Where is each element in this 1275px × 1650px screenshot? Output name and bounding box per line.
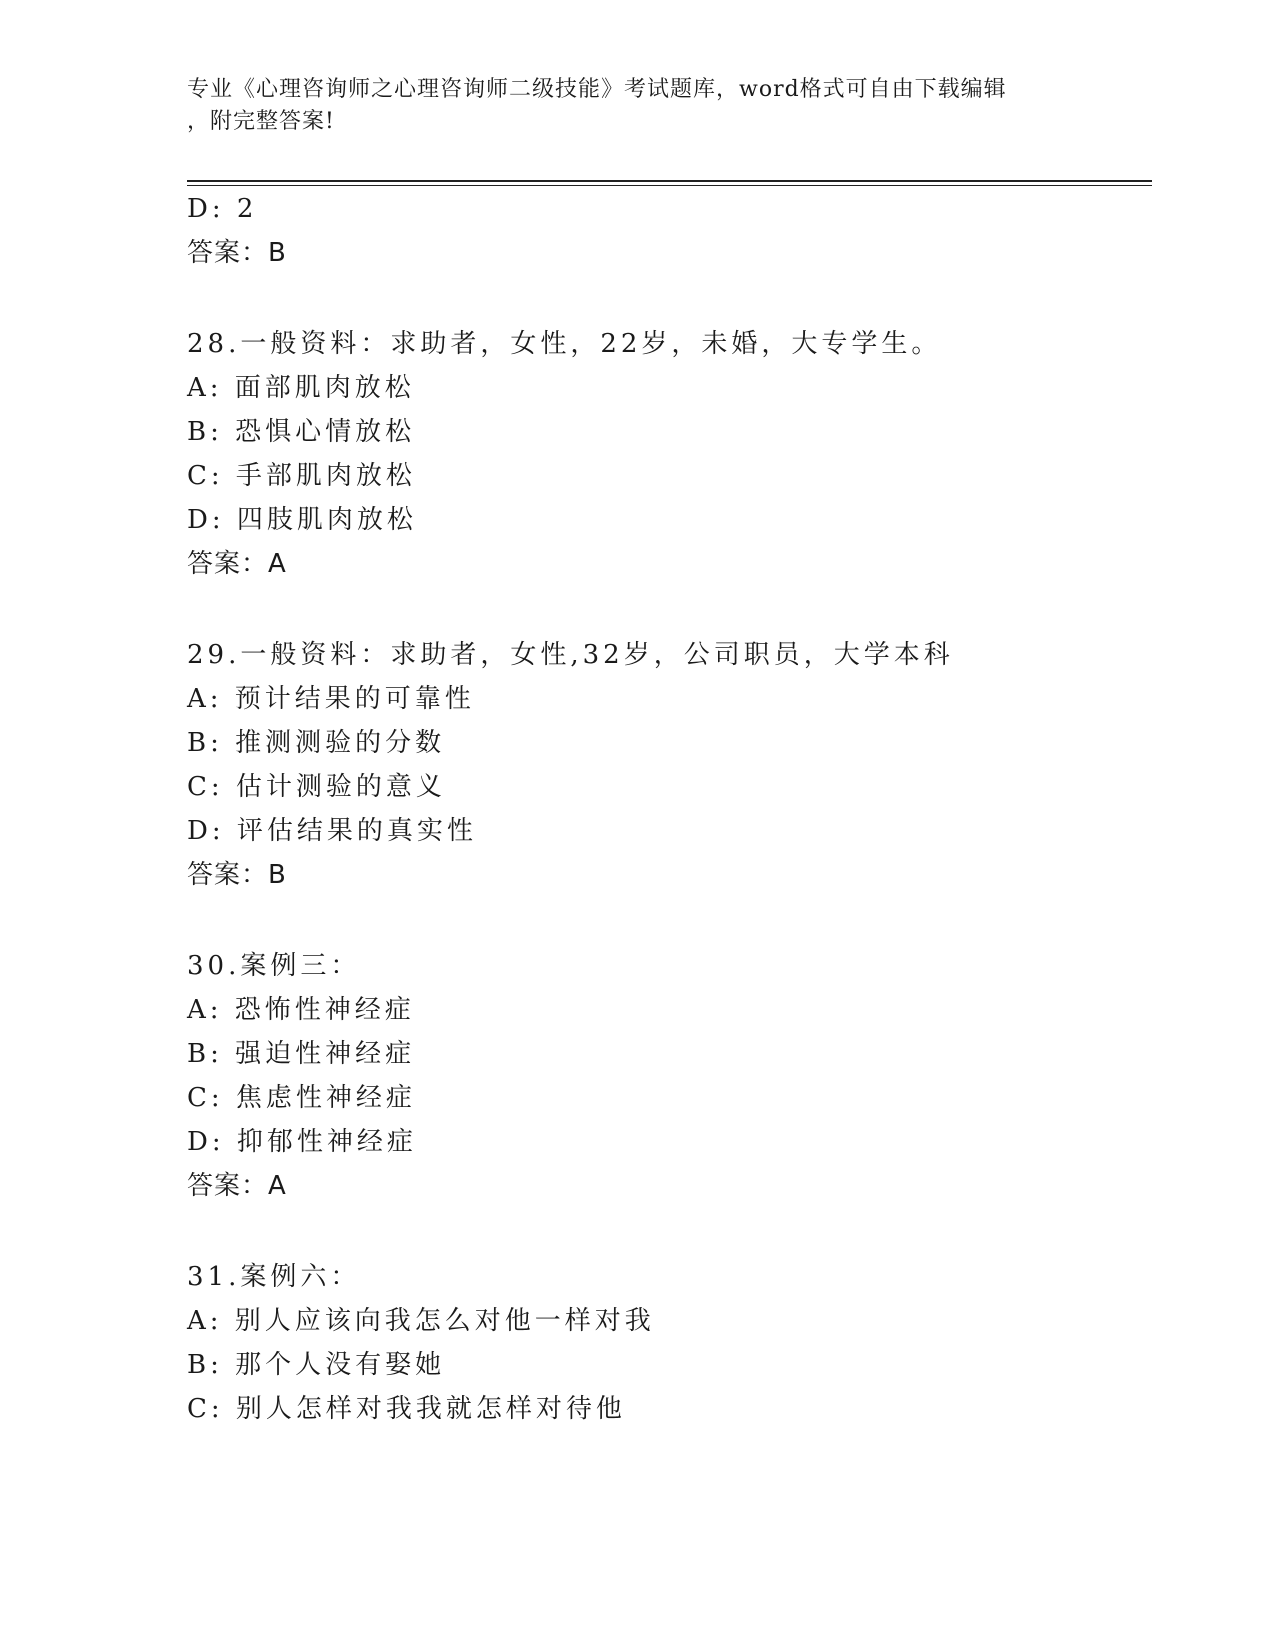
question-30-stem: 30.案例三： bbox=[187, 951, 361, 981]
question-31-option-a: A: 别人应该向我怎么对他一样对我 bbox=[187, 1306, 655, 1336]
header-divider-thick bbox=[187, 180, 1152, 182]
question-31-stem: 31.案例六： bbox=[187, 1262, 361, 1292]
question-29-stem: 29.一般资料：求助者，女性,32岁，公司职员，大学本科 bbox=[187, 640, 954, 670]
header-divider-thin bbox=[187, 185, 1152, 186]
question-28-option-b: B: 恐惧心情放松 bbox=[187, 417, 416, 447]
question-29-option-a: A: 预计结果的可靠性 bbox=[187, 684, 475, 714]
question-28-answer: 答案：A bbox=[187, 549, 287, 579]
prev-answer: 答案：B bbox=[187, 238, 287, 268]
prev-option-d: D: 2 bbox=[187, 194, 258, 224]
document-header bbox=[187, 74, 1087, 138]
question-30-answer: 答案：A bbox=[187, 1171, 287, 1201]
question-30-option-d: D: 抑郁性神经症 bbox=[187, 1127, 417, 1157]
header-line-1: 专业《心理咨询师之心理咨询师二级技能》考试题库，word格式可自由下载编辑 bbox=[187, 77, 1007, 102]
question-29-option-d: D: 评估结果的真实性 bbox=[187, 816, 477, 846]
question-31-option-c: C: 别人怎样对我我就怎样对待他 bbox=[187, 1394, 626, 1424]
question-28-option-c: C: 手部肌肉放松 bbox=[187, 461, 416, 491]
question-30-option-a: A: 恐怖性神经症 bbox=[187, 995, 415, 1025]
question-28-option-d: D: 四肢肌肉放松 bbox=[187, 505, 417, 535]
question-30-option-b: B: 强迫性神经症 bbox=[187, 1039, 416, 1069]
question-31-option-b: B: 那个人没有娶她 bbox=[187, 1350, 446, 1380]
header-line-2: ，附完整答案! bbox=[187, 109, 335, 134]
question-29-option-c: C: 估计测验的意义 bbox=[187, 772, 446, 802]
question-29-option-b: B: 推测测验的分数 bbox=[187, 728, 446, 758]
question-30-option-c: C: 焦虑性神经症 bbox=[187, 1083, 416, 1113]
question-29-answer: 答案：B bbox=[187, 860, 287, 890]
question-28-stem: 28.一般资料：求助者，女性，22岁，未婚，大专学生。 bbox=[187, 329, 942, 359]
question-28-option-a: A: 面部肌肉放松 bbox=[187, 373, 415, 403]
